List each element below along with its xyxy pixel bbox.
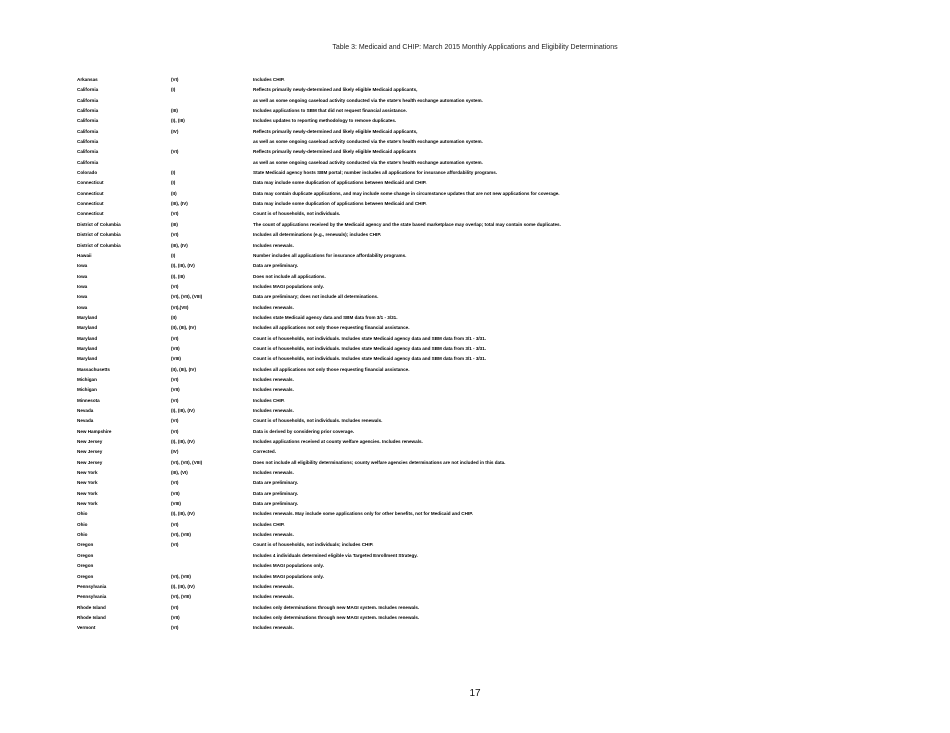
state-cell: Oregon	[77, 552, 94, 558]
note-cell: Data are preliminary.	[253, 490, 299, 496]
note-cell: Includes updates to reporting methodology to remove duplicates.	[253, 118, 397, 124]
table-row	[77, 303, 877, 313]
note-cell: Data may include some duplication of applications between Medicaid and CHIP.	[253, 180, 427, 186]
table-row	[77, 292, 877, 302]
note-cell: Data are preliminary.	[253, 480, 299, 486]
code-cell: (VI), (VIII)	[171, 594, 191, 600]
note-cell: State Medicaid agency hosts SBM portal; number includes all applications for insurance affordability programs.	[253, 170, 498, 176]
state-cell: District of Columbia	[77, 221, 121, 227]
code-cell: (VI)	[171, 418, 179, 424]
state-cell: Connecticut	[77, 190, 104, 196]
note-cell: Reflects primarily newly-determined and likely eligible Medicaid applicants,	[253, 128, 418, 134]
note-cell: Includes applications received at county welfare agencies. Includes renewals.	[253, 439, 423, 445]
state-cell: New Hampshire	[77, 428, 112, 434]
state-cell: Arkansas	[77, 77, 98, 82]
note-cell: Includes CHIP.	[253, 77, 285, 82]
note-cell: Includes MAGI populations only.	[253, 563, 324, 569]
table-row	[77, 478, 877, 488]
state-cell: Maryland	[77, 345, 98, 351]
state-cell: New Jersey	[77, 439, 103, 445]
note-cell: Includes MAGI populations only.	[253, 283, 324, 289]
state-cell: New York	[77, 501, 98, 507]
state-cell: Ohio	[77, 511, 88, 517]
state-cell: District of Columbia	[77, 232, 121, 238]
code-cell: (VI), (VIII)	[171, 573, 191, 579]
table-row	[77, 406, 877, 416]
note-cell: Count is of households, not individuals. Includes state Medicaid agency data and SBM data from 3/1 - 3/31.	[253, 356, 487, 362]
code-cell: (VI)	[171, 428, 179, 434]
table-row	[77, 209, 877, 219]
note-cell: Includes only determinations through new MAGI system. Includes renewals.	[253, 604, 420, 610]
table-row	[77, 251, 877, 261]
table-row	[77, 75, 877, 85]
code-cell: (VI)	[171, 542, 179, 548]
code-cell: (VI)	[171, 283, 179, 289]
table-row	[77, 592, 877, 602]
state-cell: Ohio	[77, 521, 88, 527]
note-cell: Includes renewals.	[253, 304, 294, 310]
state-cell: Oregon	[77, 542, 94, 548]
state-cell: Iowa	[77, 273, 88, 279]
state-cell: California	[77, 149, 99, 155]
note-cell: Includes renewals.	[253, 594, 294, 600]
note-cell: The count of applications received by the Medicaid agency and the state based marketplace may overlap; total may contain some duplicates.	[253, 221, 561, 227]
code-cell: (III), (IV)	[171, 242, 188, 248]
code-cell: (VI)	[171, 211, 179, 217]
code-cell: (I), (III), (IV)	[171, 263, 195, 269]
table-row	[77, 85, 877, 95]
code-cell: (III)	[171, 108, 178, 114]
table-row	[77, 137, 877, 147]
notes-table	[77, 75, 877, 634]
state-cell: Oregon	[77, 563, 94, 569]
state-cell: Maryland	[77, 325, 98, 331]
table-row	[77, 96, 877, 106]
code-cell: (VI), (VII), (VIII)	[171, 459, 203, 465]
code-cell: (III), (IV)	[171, 201, 188, 207]
code-cell: (VI), (VII), (VIII)	[171, 294, 203, 300]
code-cell	[171, 137, 253, 147]
page-title: Table 3: Medicaid and CHIP: March 2015 Monthly Applications and Eligibility Determinations	[332, 44, 618, 51]
code-cell: (VI)	[171, 397, 179, 403]
table-row	[77, 365, 877, 375]
table-row	[77, 489, 877, 499]
table-row	[77, 282, 877, 292]
code-cell: (VI)	[171, 149, 179, 155]
note-cell: Includes renewals.	[253, 242, 294, 248]
code-cell: (VIII)	[171, 501, 181, 507]
state-cell: California	[77, 87, 99, 93]
table-row	[77, 458, 877, 468]
note-cell: Count is of households, not individuals. Includes renewals.	[253, 418, 383, 424]
note-cell: as well as some ongoing caseload activity conducted via the state's health exchange automation system.	[253, 159, 483, 165]
table-row	[77, 147, 877, 157]
note-cell: Includes renewals.	[253, 387, 294, 393]
code-cell	[171, 551, 253, 561]
note-cell: Count is of households, not individuals. Includes state Medicaid agency data and SBM data from 3/1 - 3/31.	[253, 345, 487, 351]
table-row	[77, 272, 877, 282]
table-row	[77, 199, 877, 209]
state-cell: Rhode Island	[77, 604, 106, 610]
note-cell: Data may contain duplicate applications, and may include some change in circumstance updates that are not new applications for coverage.	[253, 190, 560, 196]
note-cell: Includes CHIP.	[253, 397, 285, 403]
note-cell: Count is of households, not individuals. Includes state Medicaid agency data and SBM data from 3/1 - 3/31.	[253, 335, 487, 341]
code-cell: (VII)	[171, 490, 180, 496]
page-number: 17	[469, 688, 481, 699]
state-cell: Connecticut	[77, 180, 104, 186]
state-cell: California	[77, 108, 99, 114]
note-cell: Does not include all applications.	[253, 273, 326, 279]
note-cell: Includes renewals.	[253, 583, 294, 589]
note-cell: Includes MAGI populations only.	[253, 573, 324, 579]
code-cell: (VI)	[171, 604, 179, 610]
note-cell: Includes all determinations (e.g., renewals); includes CHIP.	[253, 232, 382, 238]
note-cell: Includes renewals.	[253, 625, 294, 631]
state-cell: Maryland	[77, 335, 98, 341]
code-cell: (VII)	[171, 614, 180, 620]
state-cell: Iowa	[77, 294, 88, 300]
code-cell	[171, 96, 253, 106]
note-cell: Number includes all applications for insurance affordability programs.	[253, 252, 407, 258]
table-row	[77, 354, 877, 364]
code-cell: (VII)	[171, 345, 180, 351]
code-cell	[171, 561, 253, 571]
state-cell: California	[77, 97, 99, 103]
state-cell: New Jersey	[77, 459, 103, 465]
state-cell: Connecticut	[77, 201, 104, 207]
state-cell: Nevada	[77, 408, 94, 413]
state-cell: Michigan	[77, 376, 97, 382]
state-cell: New York	[77, 490, 98, 496]
note-cell: Includes renewals.	[253, 408, 294, 413]
note-cell: Includes renewals.	[253, 470, 294, 476]
table-row	[77, 334, 877, 344]
code-cell	[171, 158, 253, 168]
table-row	[77, 416, 877, 426]
note-cell: Includes state Medicaid agency data and SBM data from 3/1 - 3/31.	[253, 314, 398, 320]
state-cell: Rhode Island	[77, 614, 106, 620]
code-cell: (II), (III), (IV)	[171, 325, 197, 331]
note-cell: Includes applications to SBM that did not request financial assistance.	[253, 108, 407, 114]
table-row	[77, 582, 877, 592]
code-cell: (I), (III), (IV)	[171, 511, 195, 517]
code-cell: (VI),(VII)	[171, 304, 189, 310]
code-cell: (VIII)	[171, 356, 181, 362]
note-cell: Reflects primarily newly-determined and likely eligible Medicaid applicants	[253, 149, 417, 155]
state-cell: Pennsylvania	[77, 583, 107, 589]
state-cell: Vermont	[77, 625, 96, 631]
table-row	[77, 158, 877, 168]
state-cell: District of Columbia	[77, 242, 121, 248]
table-row	[77, 375, 877, 385]
code-cell: (VI)	[171, 335, 179, 341]
note-cell: Data may include some duplication of applications between Medicaid and CHIP.	[253, 201, 427, 207]
state-cell: Iowa	[77, 283, 88, 289]
table-row	[77, 540, 877, 550]
note-cell: Includes CHIP.	[253, 521, 285, 527]
note-cell: Includes only determinations through new MAGI system. Includes renewals.	[253, 614, 420, 620]
state-cell: Michigan	[77, 387, 97, 393]
code-cell: (I), (III)	[171, 118, 185, 124]
state-cell: Maryland	[77, 314, 98, 320]
code-cell: (VI)	[171, 77, 179, 82]
state-cell: Pennsylvania	[77, 594, 107, 600]
note-cell: Count is of households, not individuals.	[253, 211, 341, 217]
state-cell: Ohio	[77, 532, 88, 538]
code-cell: (IV)	[171, 449, 179, 455]
table-row	[77, 168, 877, 178]
state-cell: California	[77, 128, 99, 134]
table-row	[77, 437, 877, 447]
code-cell: (I)	[171, 252, 176, 258]
table-row	[77, 520, 877, 530]
code-cell: (IV)	[171, 128, 179, 134]
table-row	[77, 603, 877, 613]
table-row	[77, 561, 877, 571]
code-cell: (II)	[171, 190, 177, 196]
code-cell: (II)	[171, 314, 177, 320]
state-cell: New York	[77, 480, 98, 486]
table-row	[77, 220, 877, 230]
code-cell: (VI)	[171, 232, 179, 238]
table-row	[77, 499, 877, 509]
state-cell: Massachusetts	[77, 366, 110, 372]
state-cell: California	[77, 159, 99, 165]
code-cell: (I), (III)	[171, 273, 185, 279]
note-cell: Reflects primarily newly-determined and likely eligible Medicaid applicants,	[253, 87, 418, 93]
table-row	[77, 385, 877, 395]
code-cell: (III)	[171, 221, 178, 227]
code-cell: (VI)	[171, 521, 179, 527]
state-cell: Connecticut	[77, 211, 104, 217]
state-cell: Oregon	[77, 573, 94, 579]
code-cell: (I)	[171, 87, 176, 93]
code-cell: (I), (III), (IV)	[171, 408, 195, 413]
note-cell: as well as some ongoing caseload activity conducted via the state's health exchange automation system.	[253, 97, 483, 103]
table-row	[77, 509, 877, 519]
table-row	[77, 551, 877, 561]
code-cell: (I), (III), (IV)	[171, 439, 195, 445]
table-row	[77, 323, 877, 333]
state-cell: Maryland	[77, 356, 98, 362]
table-row	[77, 313, 877, 323]
note-cell: Does not include all eligibility determinations; county welfare agencies determinations are not included in this data.	[253, 459, 506, 465]
note-cell: Data are preliminary; does not include all determinations.	[253, 294, 379, 300]
table-row	[77, 396, 877, 406]
note-cell: Corrected.	[253, 449, 276, 455]
code-cell: (I)	[171, 170, 176, 176]
state-cell: Nevada	[77, 418, 94, 424]
note-cell: Includes all applications not only those requesting financial assistance.	[253, 325, 410, 331]
table-row	[77, 447, 877, 457]
state-cell: New Jersey	[77, 449, 103, 455]
table-row	[77, 530, 877, 540]
note-cell: Count is of households, not individuals; includes CHIP.	[253, 542, 374, 548]
note-cell: Data are preliminary.	[253, 501, 299, 507]
table-row	[77, 230, 877, 240]
code-cell: (I), (III), (IV)	[171, 583, 195, 589]
table-row	[77, 613, 877, 623]
table-row	[77, 623, 877, 633]
note-cell: Data are preliminary.	[253, 263, 299, 269]
state-cell: Iowa	[77, 263, 88, 269]
note-cell: Includes renewals. May include some applications only for other benefits, not for Medicaid and CHIP.	[253, 511, 473, 517]
code-cell: (II), (III), (IV)	[171, 366, 197, 372]
table-row	[77, 106, 877, 116]
state-cell: Hawaii	[77, 252, 92, 258]
code-cell: (VI), (VIII)	[171, 532, 191, 538]
table-row	[77, 178, 877, 188]
note-cell: Includes renewals.	[253, 376, 294, 382]
state-cell: California	[77, 139, 99, 145]
note-cell: as well as some ongoing caseload activity conducted via the state's health exchange automation system.	[253, 139, 483, 145]
table-row	[77, 468, 877, 478]
note-cell: Includes 4 individuals determined eligible via Targeted Enrollment Strategy.	[253, 552, 418, 558]
table-row	[77, 116, 877, 126]
code-cell: (VI)	[171, 376, 179, 382]
state-cell: Iowa	[77, 304, 88, 310]
note-cell: Includes all applications not only those requesting financial assistance.	[253, 366, 410, 372]
table-row	[77, 261, 877, 271]
code-cell: (VI)	[171, 625, 179, 631]
table-row	[77, 127, 877, 137]
code-cell: (III), (VI)	[171, 470, 188, 476]
state-cell: New York	[77, 470, 98, 476]
state-cell: Minnesota	[77, 397, 100, 403]
state-cell: Colorado	[77, 170, 98, 176]
note-cell: Includes renewals.	[253, 532, 294, 538]
table-row	[77, 427, 877, 437]
code-cell: (VI)	[171, 480, 179, 486]
table-row	[77, 572, 877, 582]
state-cell: California	[77, 118, 99, 124]
table-row	[77, 241, 877, 251]
table-row	[77, 344, 877, 354]
code-cell: (VII)	[171, 387, 180, 393]
code-cell: (I)	[171, 180, 176, 186]
note-cell: Data is derived by considering prior coverage.	[253, 428, 355, 434]
table-row	[77, 189, 877, 199]
